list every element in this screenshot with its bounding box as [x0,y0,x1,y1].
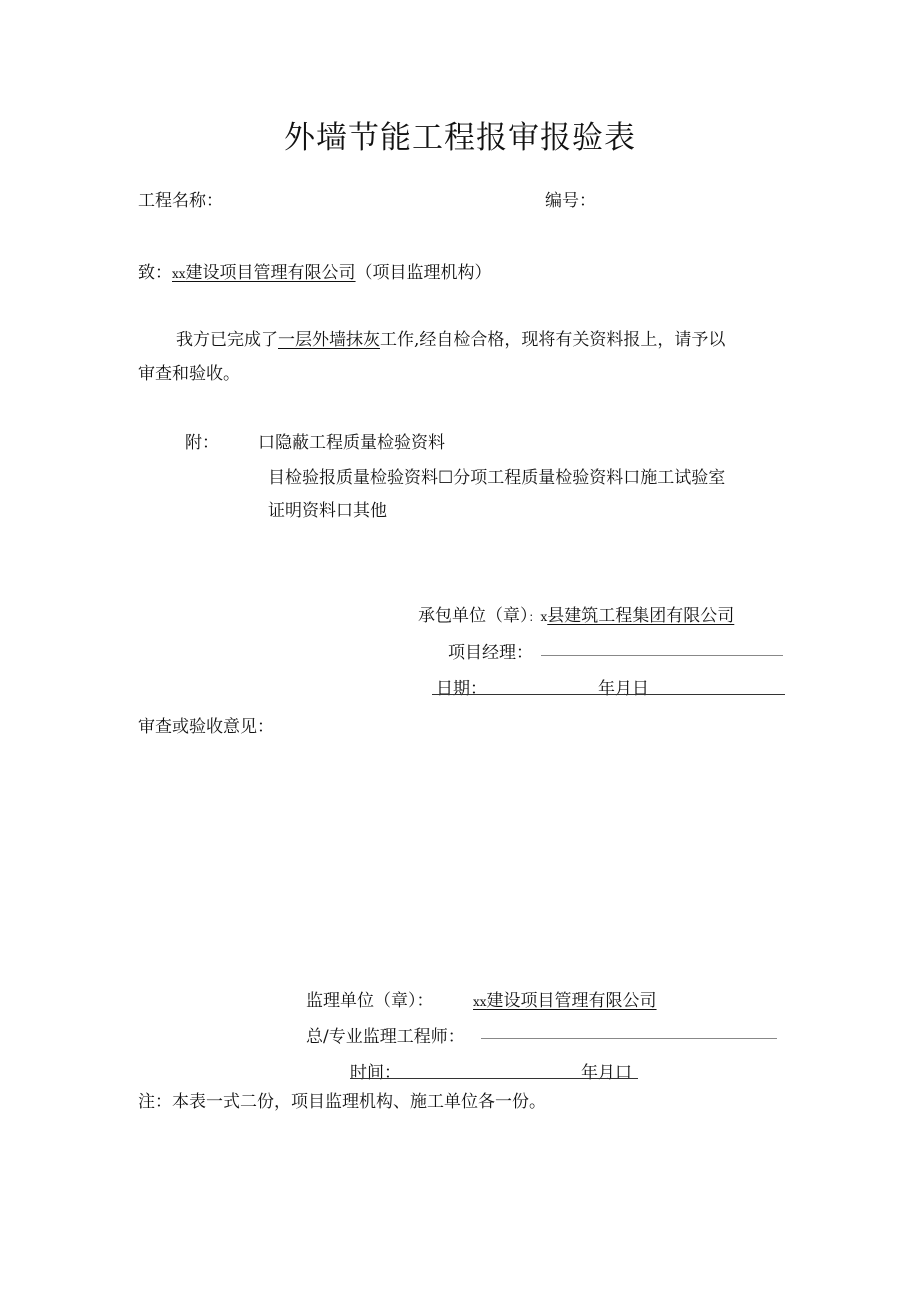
page-title: 外墙节能工程报审报验表 [284,120,636,156]
attachment-line-1: 口隐蔽工程质量检验资料 [258,433,445,453]
body-line-2: 审查和验收。 [138,364,240,384]
body-line-1-start: 我方已完成了 [176,330,278,350]
attachment-line-3: 证明资料口其他 [268,501,387,521]
supervisor-unit-label: 监理单位（章）： [306,991,434,1011]
contractor-unit-sep: ：x [528,610,548,624]
supervisor-unit-prefix: xx [473,995,487,1009]
footer-note: 注：本表一式二份，项目监理机构、施工单位各一份。 [138,1092,546,1112]
work-item: 一层外墙抹灰 [278,330,380,350]
supervisor-time-line [350,1078,638,1079]
addressee-suffix: （项目监理机构） [355,263,492,283]
attachment-line-2: 目检验报质量检验资料☐分项工程质量检验资料口施工试验室 [268,468,726,488]
contractor-unit-name: 县建筑工程集团有限公司 [547,606,735,626]
contractor-unit-label: 承包单位（章） [418,606,529,626]
addressee-prefix: 致： [138,263,172,283]
attachments-label: 附： [185,433,219,453]
supervisor-unit-name-wrap [473,991,657,1011]
contractor-date-value: 年月日 [598,679,649,699]
addressee-company-name: 建设项目管理有限公司 [185,263,356,283]
number-label: 编号： [545,191,596,211]
contractor-unit-line [418,601,734,626]
contractor-date-line [432,694,785,695]
project-name-label: 工程名称： [138,191,223,211]
review-opinion-label: 审查或验收意见： [138,717,274,737]
project-manager-label: 项目经理： [448,643,533,663]
addressee-company [172,263,356,283]
addressee-line [138,258,492,283]
body-line-1-end: 工作,经自检合格，现将有关资料报上，请予以 [380,330,726,350]
supervisor-unit-name: 建设项目管理有限公司 [486,991,657,1011]
engineer-label: 总/专业监理工程师： [306,1027,465,1047]
contractor-date-label: 日期： [436,679,487,699]
supervisor-unit [473,986,657,1011]
engineer-signature-line [481,1038,777,1039]
supervisor-time-label: 时间： [350,1063,401,1083]
body-line-1 [176,325,725,350]
manager-signature-line [541,655,783,656]
addressee-company-prefix: xx [172,267,186,281]
supervisor-time-value: 年月口 [581,1063,632,1083]
